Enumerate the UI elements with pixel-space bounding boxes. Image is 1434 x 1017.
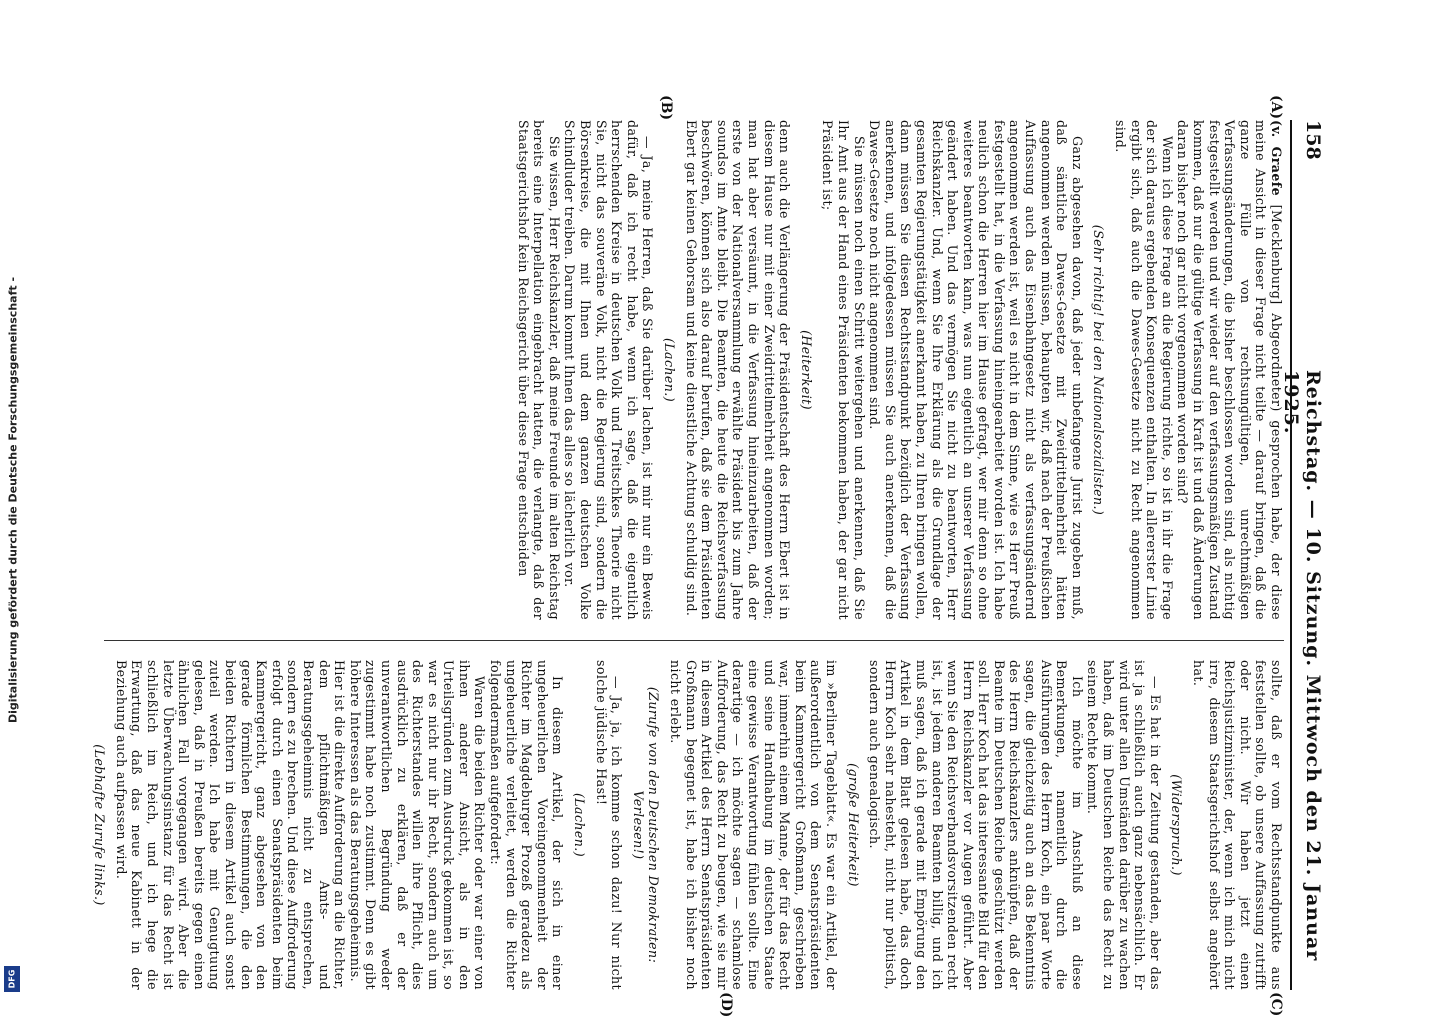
paragraph: — Ja, ja, ich komme schon dazu! Nur nicht solche jüdische Hast! (593, 660, 625, 990)
speaker-name: (v. Graefe (1269, 120, 1284, 197)
dfg-logo-text: DFG (7, 969, 17, 989)
interjection: (Lebhafte Zurufe links.) (92, 744, 108, 906)
paragraph: im »Berliner Tageblatt«. Es war ein Artikel, der außerordentlich von dem Senatspräsidenten beim Kammergericht Großmann, geschrieben war, immerhin einem Manne, der für das Recht und seine Handhabung im deutschen Staate eine gewisse Verantwortung fühlen sollte. Eine derartige — ich möchte sagen — schamlose Aufforderung, das Recht zu beugen, wie sie mir in diesem Artikel des Herrn Senatspräsidenten Großmann begegnet ist, habe ich bisher noch nicht erlebt. (668, 660, 839, 990)
paragraph: Ich möchte im Anschluß an diese Bemerkungen, namentlich durch die Ausführungen des Herrn Koch, ein paar Worte sagen, die gleichzeitig auch an das Bekenntnis des Herrn Reichskanzlers anknüpfen, daß der Beamte im Deutschen Reiche geschützt werden soll. Herr Koch hat das interessante Bild für den Herrn Reichskanzler vor Augen geführt. Aber wenn Sie den Reichsverbandsvorsitzenden recht ist, ist jedem anderen Beamten billig, und ich muß sagen, daß ich gerade mit Empörung den Artikel in dem Blatt gelesen habe, das doch Herrn Koch sehr nahesteht, nicht nur politisch, sondern auch genealogisch. (867, 660, 1085, 990)
paragraph: sollte, daß er vom Rechtsstandpunkte aus feststellen sollte, ob unsere Auffassung zutrifft oder nicht. Wir haben jetzt einen Reichsjustizminister, der, wenn ich mich nicht irre, diesem Staatsgerichtshof selbst angehört hat. (1191, 660, 1284, 990)
paragraph: In diesem Artikel, der sich in einer ungeheuerlichen Voreingenommenheit der Richter im Magdeburger Prozeß geradezu als ungeheuerliche verleitet, werden die Richter folgendermaßen aufgefordert: (488, 660, 566, 990)
margin-marker-b: (B) (658, 95, 674, 121)
paragraph-text: gesprochen habe, der diese meine Ansicht in dieser Frage nicht teilte — darauf bringen, daß die ganze Fülle von rechtsungültigen, unrechtmäßigen Verfassungsänderungen, die bisher beschlossen worden sind, als nichtig festgestellt werden und wir wieder auf den verfassungsmäßigen Zustand kommen, daß nur die gültige Verfassung in Kraft ist und daß Änderungen daran bisher noch gar nicht vorgenommen worden sind? (1175, 120, 1284, 620)
paragraph: Sie müssen noch einen Schritt weitergehen und anerkennen, daß Sie Ihr Amt aus der Hand eines Präsidenten bekommen haben, der gar nicht Präsident ist; (820, 120, 867, 620)
left-column (515, 120, 1284, 620)
digitization-credit (2, 0, 24, 1000)
speaker-detail: [Mecklenburg] Abgeordneter) (1269, 204, 1284, 412)
header-rule (1290, 120, 1292, 990)
page-title: Reichstag. — 10. Sitzung. Mittwoch den 21. Januar 1925. (1280, 370, 1324, 962)
paragraph: Hier ist die direkte Aufforderung an die Richter, dem pflichtmäßigen Amts- und Beratungsgeheimnis nicht zu entsprechen, sondern es zu brechen. Und diese Aufforderung erfolgt durch einen Senatspräsidenten beim Kammergericht, ganz abgesehen von den gerade förmlichen Bestimmungen, die den beiden Richtern in diesem Artikel auch sonst zuteil werden. Ich habe mit Genugtuung gelesen, daß in Preußen bereits gegen einen ähnlichen Fall vorgegangen wird. Aber die letzte Überwachungsinstanz für das Recht ist schließlich im Reich, und ich hege die Erwartung, daß das neue Kabinett in der Beziehung auch aufpassen wird. (113, 660, 348, 990)
paragraph (1175, 120, 1284, 620)
paragraph: Wenn ich diese Frage an die Regierung richte, so ist in ihr die Frage der sich daraus ergebenden Konsequenzen enthalten. In allererster Linie ergibt sich, daß auch die Dawes-Gesetze nicht zu Recht angenommen sind. (1113, 120, 1175, 620)
paragraph: — Ja, meine Herren, daß Sie darüber lachen, ist mir nur ein Beweis dafür, daß ich recht habe, wenn ich sage, daß die eigentlich herrschenden Kreise in deutschen Volk und Treitschkes Theorie nicht Sie, nicht das souveräne Volk, nicht die Regierung sind, sondern die Börsenkreise, die mit Ihnen und dem ganzen deutschen Volke Schindluder treiben. Darum kommt Ihnen das alles so lächerlich vor. (562, 120, 656, 620)
quotation: Waren die beiden Richter oder war einer von ihnen anderer Ansicht, als in den Urteilsgründen zum Ausdruck gekommen ist, so war es nicht nur ihr Recht, sondern auch um des Richterstandes willen ihre Pflicht, dies ausdrücklich zu erklären, daß er der unverantwortlichen Begründung weder zugestimmt habe noch zustimmt. Denn es gibt höhere Interessen als das Beratungsgeheimnis. (347, 660, 488, 990)
right-column (86, 660, 1284, 990)
paragraph: Sie wissen, Herr Reichskanzler, daß meine Freunde im alten Reichstag bereits eine Interpellation eingebracht hatten, die verlangte, daß der Staatsgerichtshof kein Reichsgericht über diese Frage entscheiden (515, 120, 562, 620)
interjection: (Heiterkeit) (798, 330, 814, 410)
page-number: 158 (1302, 120, 1324, 160)
interjection: (Lachen.) (572, 792, 588, 858)
paragraph: denn auch die Verlängerung der Präsidentschaft des Herrn Ebert ist in diesem Hause nur mit einer Zweidrittelmehrheit angenommen worden; man hat aber versäumt, in die Verfassung hineinzuarbeiten, daß der erste von der Nationalversammlung erwählte Präsident bis zum Jahre soundso im Amte bleibt. Die Beamten, die heute die Reichsverfassung beschwören, können sich also darauf berufen, daß sie dem Präsidenten Ebert gar keinen Gehorsam und keine dienstliche Achtung schuldig sind. (683, 120, 793, 620)
column-separator (104, 640, 1284, 641)
interjection: (Widerspruch.) (1169, 774, 1185, 876)
margin-marker-a: (A) (1268, 95, 1284, 120)
margin-marker-c: (C) (1268, 992, 1284, 1017)
interjection: (Zurufe von den Deutschen Demokraten: Verlesen!) (630, 686, 662, 964)
interjection: (Lachen.) (662, 337, 678, 403)
paragraph: Ganz abgesehen davon, daß jeder unbefangene Jurist zugeben muß, daß sämtliche Dawes-Gesetze mit Zweidrittelmehrheit hätten angenommen werden müssen, behaupten wir, daß nach der Preußischen Auffassung auch das Eisenbahngesetz nicht als verfassungsändernd angenommen werden ist, weil es nicht in dem Sinne, wie es Herr Preuß festgestellt hat, in die Verfassung hineingearbeitet worden ist. Ich habe neulich schon die Herren hier im Hause gefragt, wer mir denn so ohne weiteres beantworten kann, was nun eigentlich an unserer Verfassung geändert haben. Und das vermögen Sie nicht zu beantworten, Herr Reichskanzler. Und, wenn Sie Ihre Erklärung als die Grundlage der gesamten Regierungstätigkeit anerkannt haben, zu Ihren bringen wollen, dann müssen Sie diesen Rechtsstandpunkt bezüglich der Verfassung anerkennen, und infolgedessen müssen Sie auch anerkennen, daß die Dawes-Gesetze noch nicht angenommen sind. (867, 120, 1085, 620)
margin-marker-d: (D) (718, 992, 734, 1017)
paragraph: — Es hat in der Zeitung gestanden, aber das ist ja schließlich auch ganz nebensächlich. Er wird unter allen Umständen darüber zu wachen haben, daß im Deutschen Reiche das Recht zu seinem Rechte kommt. (1085, 660, 1163, 990)
interjection: (große Heiterkeit) (845, 763, 861, 887)
dfg-logo-icon (4, 966, 20, 992)
interjection: (Sehr richtig! bei den Nationalsozialisten.) (1091, 224, 1107, 516)
page-header (1280, 0, 1324, 1000)
credit-text: Digitalisierung gefördert durch die Deutsche Forschungsgemeinschaft - (6, 276, 20, 724)
